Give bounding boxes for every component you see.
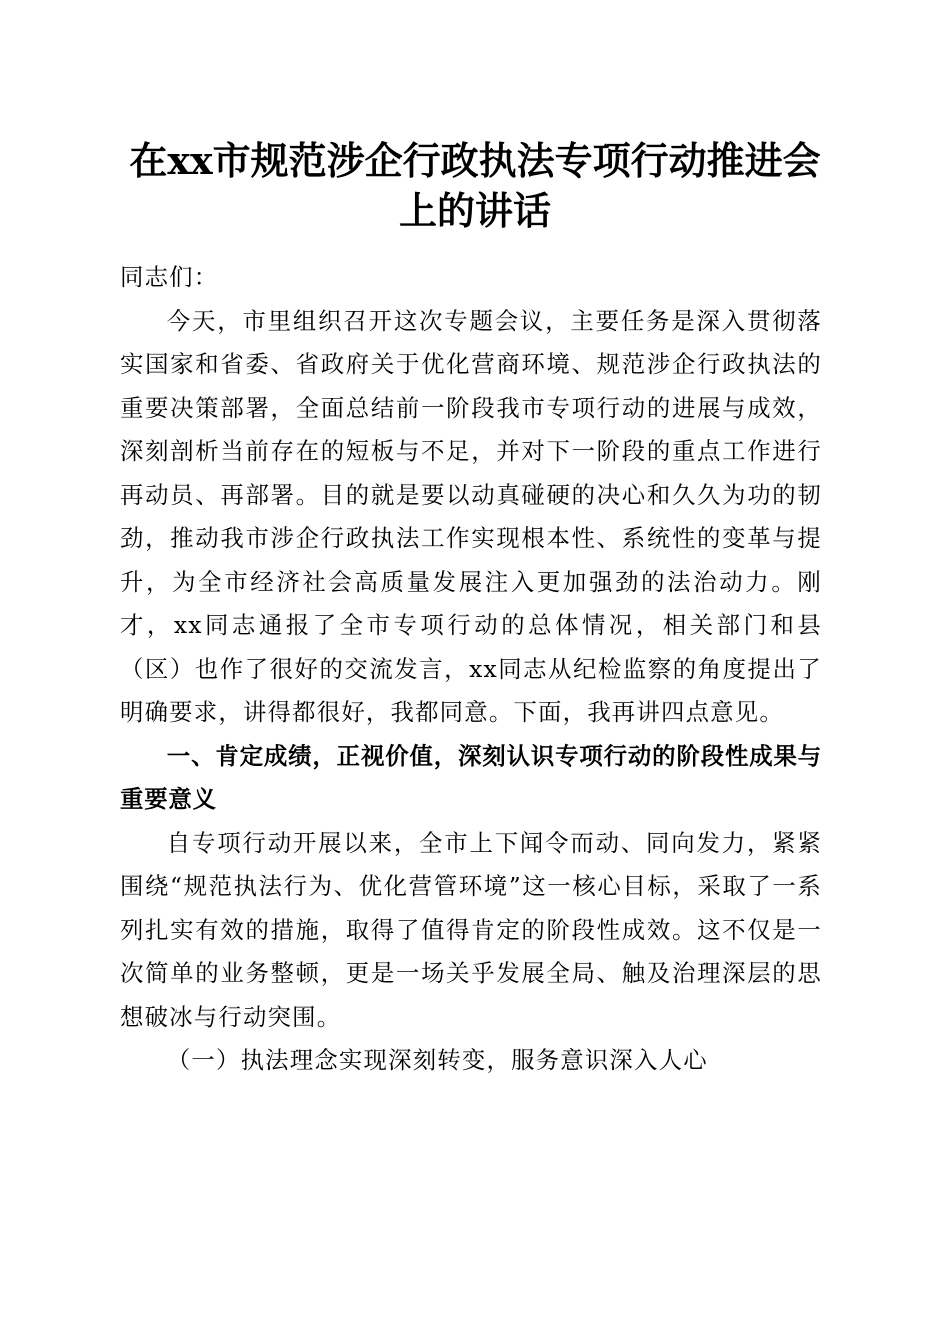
section-1-paragraph: 自专项行动开展以来，全市上下闻令而动、同向发力，紧紧围绕“规范执法行为、优化营管环境”这一核心目标，采取了一系列扎实有效的措施，取得了值得肯定的阶段性成效。这不仅是一次简单的业务整顿，更是一场关乎发展全局、触及治理深层的思想破冰与行动突围。 <box>120 828 822 1031</box>
section-1-heading: 一、肯定成绩，正视价值，深刻认识专项行动的阶段性成果与重要意义 <box>120 741 822 813</box>
subsection-1-heading: （一）执法理念实现深刻转变，服务意识深入人心 <box>166 1046 708 1074</box>
document-body <box>120 256 822 1083</box>
document-title: 在xx市规范涉企行政执法专项行动推进会上的讲话 <box>129 138 821 233</box>
salutation: 同志们： <box>120 263 219 291</box>
intro-paragraph: 今天，市里组织召开这次专题会议，主要任务是深入贯彻落实国家和省委、省政府关于优化营商环境、规范涉企行政执法的重要决策部署，全面总结前一阶段我市专项行动的进展与成效，深刻剖析当前存在的短板与不足，并对下一阶段的重点工作进行再动员、再部署。目的就是要以动真碰硬的决心和久久为功的韧劲，推动我市涉企行政执法工作实现根本性、系统性的变革与提升，为全市经济社会高质量发展注入更加强劲的法治动力。刚才，xx同志通报了全市专项行动的总体情况，相关部门和县（区）也作了很好的交流发言，xx同志从纪检监察的角度提出了明确要求，讲得都很好，我都同意。下面，我再讲四点意见。 <box>120 306 822 726</box>
